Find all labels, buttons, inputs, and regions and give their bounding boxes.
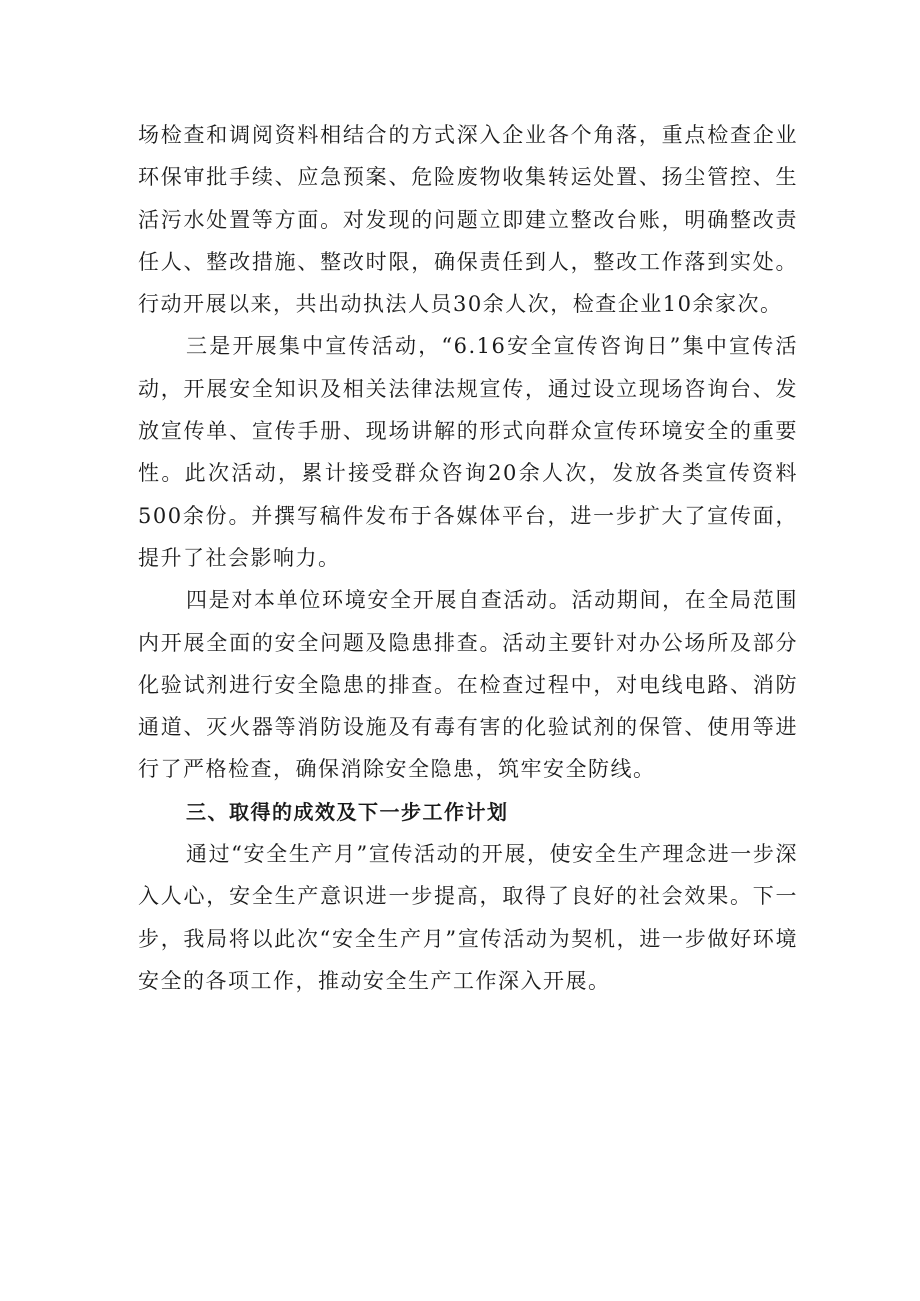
- paragraph-publicity-activity: 三是开展集中宣传活动，“6.16安全宣传咨询日”集中宣传活动，开展安全知识及相关法律法规宣传，通过设立现场咨询台、发放宣传单、宣传手册、现场讲解的形式向群众宣传环境安全的重要性。此次活动，累计接受群众咨询20余人次，发放各类宣传资料500余份。并撰写稿件发布于各媒体平台，进一步扩大了宣传面，提升了社会影响力。: [138, 334, 798, 570]
- paragraph-results-next-steps: 通过“安全生产月”宣传活动的开展，使安全生产理念进一步深入人心，安全生产意识进一步提高，取得了良好的社会效果。下一步，我局将以此次“安全生产月”宣传活动为契机，进一步做好环境安全的各项工作，推动安全生产工作深入开展。: [138, 842, 798, 993]
- paragraph-continued-inspection: 场检查和调阅资料相结合的方式深入企业各个角落，重点检查企业环保审批手续、应急预案、危险废物收集转运处置、扬尘管控、生活污水处置等方面。对发现的问题立即建立整改台账，明确整改责任人、整改措施、整改时限，确保责任到人，整改工作落到实处。行动开展以来，共出动执法人员30余人次，检查企业10余家次。: [138, 123, 798, 317]
- section-heading: 三、取得的成效及下一步工作计划: [186, 799, 509, 824]
- document-body: [138, 114, 798, 1002]
- paragraph-self-inspection: 四是对本单位环境安全开展自查活动。活动期间，在全局范围内开展全面的安全问题及隐患排查。活动主要针对办公场所及部分化验试剂进行安全隐患的排查。在检查过程中，对电线电路、消防通道、灭火器等消防设施及有毒有害的化验试剂的保管、使用等进行了严格检查，确保消除安全隐患，筑牢安全防线。: [138, 588, 798, 782]
